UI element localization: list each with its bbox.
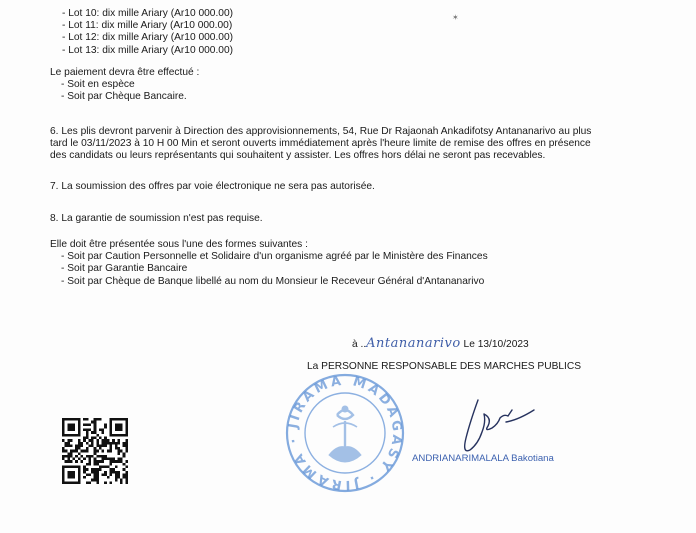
place-prefix: à .. xyxy=(352,339,367,350)
place-and-date xyxy=(352,338,529,351)
guarantee-intro: Elle doit être présentée sous l'une des formes suivantes : xyxy=(50,239,308,250)
lots-list xyxy=(62,8,233,57)
responsible-title: La PERSONNE RESPONSABLE DES MARCHES PUBLICS xyxy=(307,361,582,372)
issue-date: Le 13/10/2023 xyxy=(463,339,529,350)
paragraph-line: des candidats ou leurs représentants qui souhaitent y assister. Les offres hors délai ne seront pas recevables. xyxy=(50,150,546,162)
paragraph-line: tard le 03/11/2023 à 10 H 00 Min et seront ouverts immédiatement après l'heure limite de remise des offres en présence xyxy=(50,138,591,150)
lot-line: - Lot 13: dix mille Ariary (Ar10 000.00) xyxy=(62,44,233,56)
scan-speck: ✶ xyxy=(452,13,459,22)
guarantee-forms-section xyxy=(50,239,488,288)
guarantee-option: - Soit par Caution Personnelle et Solidaire d'un organisme agréé par le Ministère des Finances xyxy=(61,251,488,263)
qr-code-icon xyxy=(62,418,128,484)
payment-intro: Le paiement devra être effectué : xyxy=(50,67,200,78)
lot-line: - Lot 12: dix mille Ariary (Ar10 000.00) xyxy=(62,32,233,44)
guarantee-option: - Soit par Garantie Bancaire xyxy=(61,263,188,275)
handwritten-place: Antananarivo xyxy=(366,336,461,351)
payment-section xyxy=(50,67,199,104)
submission-deadline-paragraph xyxy=(50,126,591,163)
payment-option: - Soit par Chèque Bancaire. xyxy=(61,91,187,103)
stamp-lettering: JIRAMA MADAGASY · JIRAMA · xyxy=(285,373,405,493)
lot-line: - Lot 10: dix mille Ariary (Ar10 000.00) xyxy=(62,8,233,19)
lot-line: - Lot 11: dix mille Ariary (Ar10 000.00) xyxy=(62,20,233,32)
signatory-name: ANDRIANARIMALALA Bakotiana xyxy=(412,453,554,464)
payment-option: - Soit en espèce xyxy=(61,79,135,91)
paragraph-line: 6. Les plis devront parvenir à Direction des approvisionnements, 54, Rue Dr Rajaonah Ankadifotsy Antananarivo au plus xyxy=(50,126,592,137)
electronic-submission-paragraph: 7. La soumission des offres par voie électronique ne sera pas autorisée. xyxy=(50,181,375,192)
guarantee-option: - Soit par Chèque de Banque libellé au nom du Monsieur le Receveur Général d'Antananarivo xyxy=(61,275,485,287)
official-stamp xyxy=(283,371,407,495)
bid-guarantee-paragraph: 8. La garantie de soumission n'est pas requise. xyxy=(50,213,263,224)
handwritten-signature xyxy=(448,392,538,462)
